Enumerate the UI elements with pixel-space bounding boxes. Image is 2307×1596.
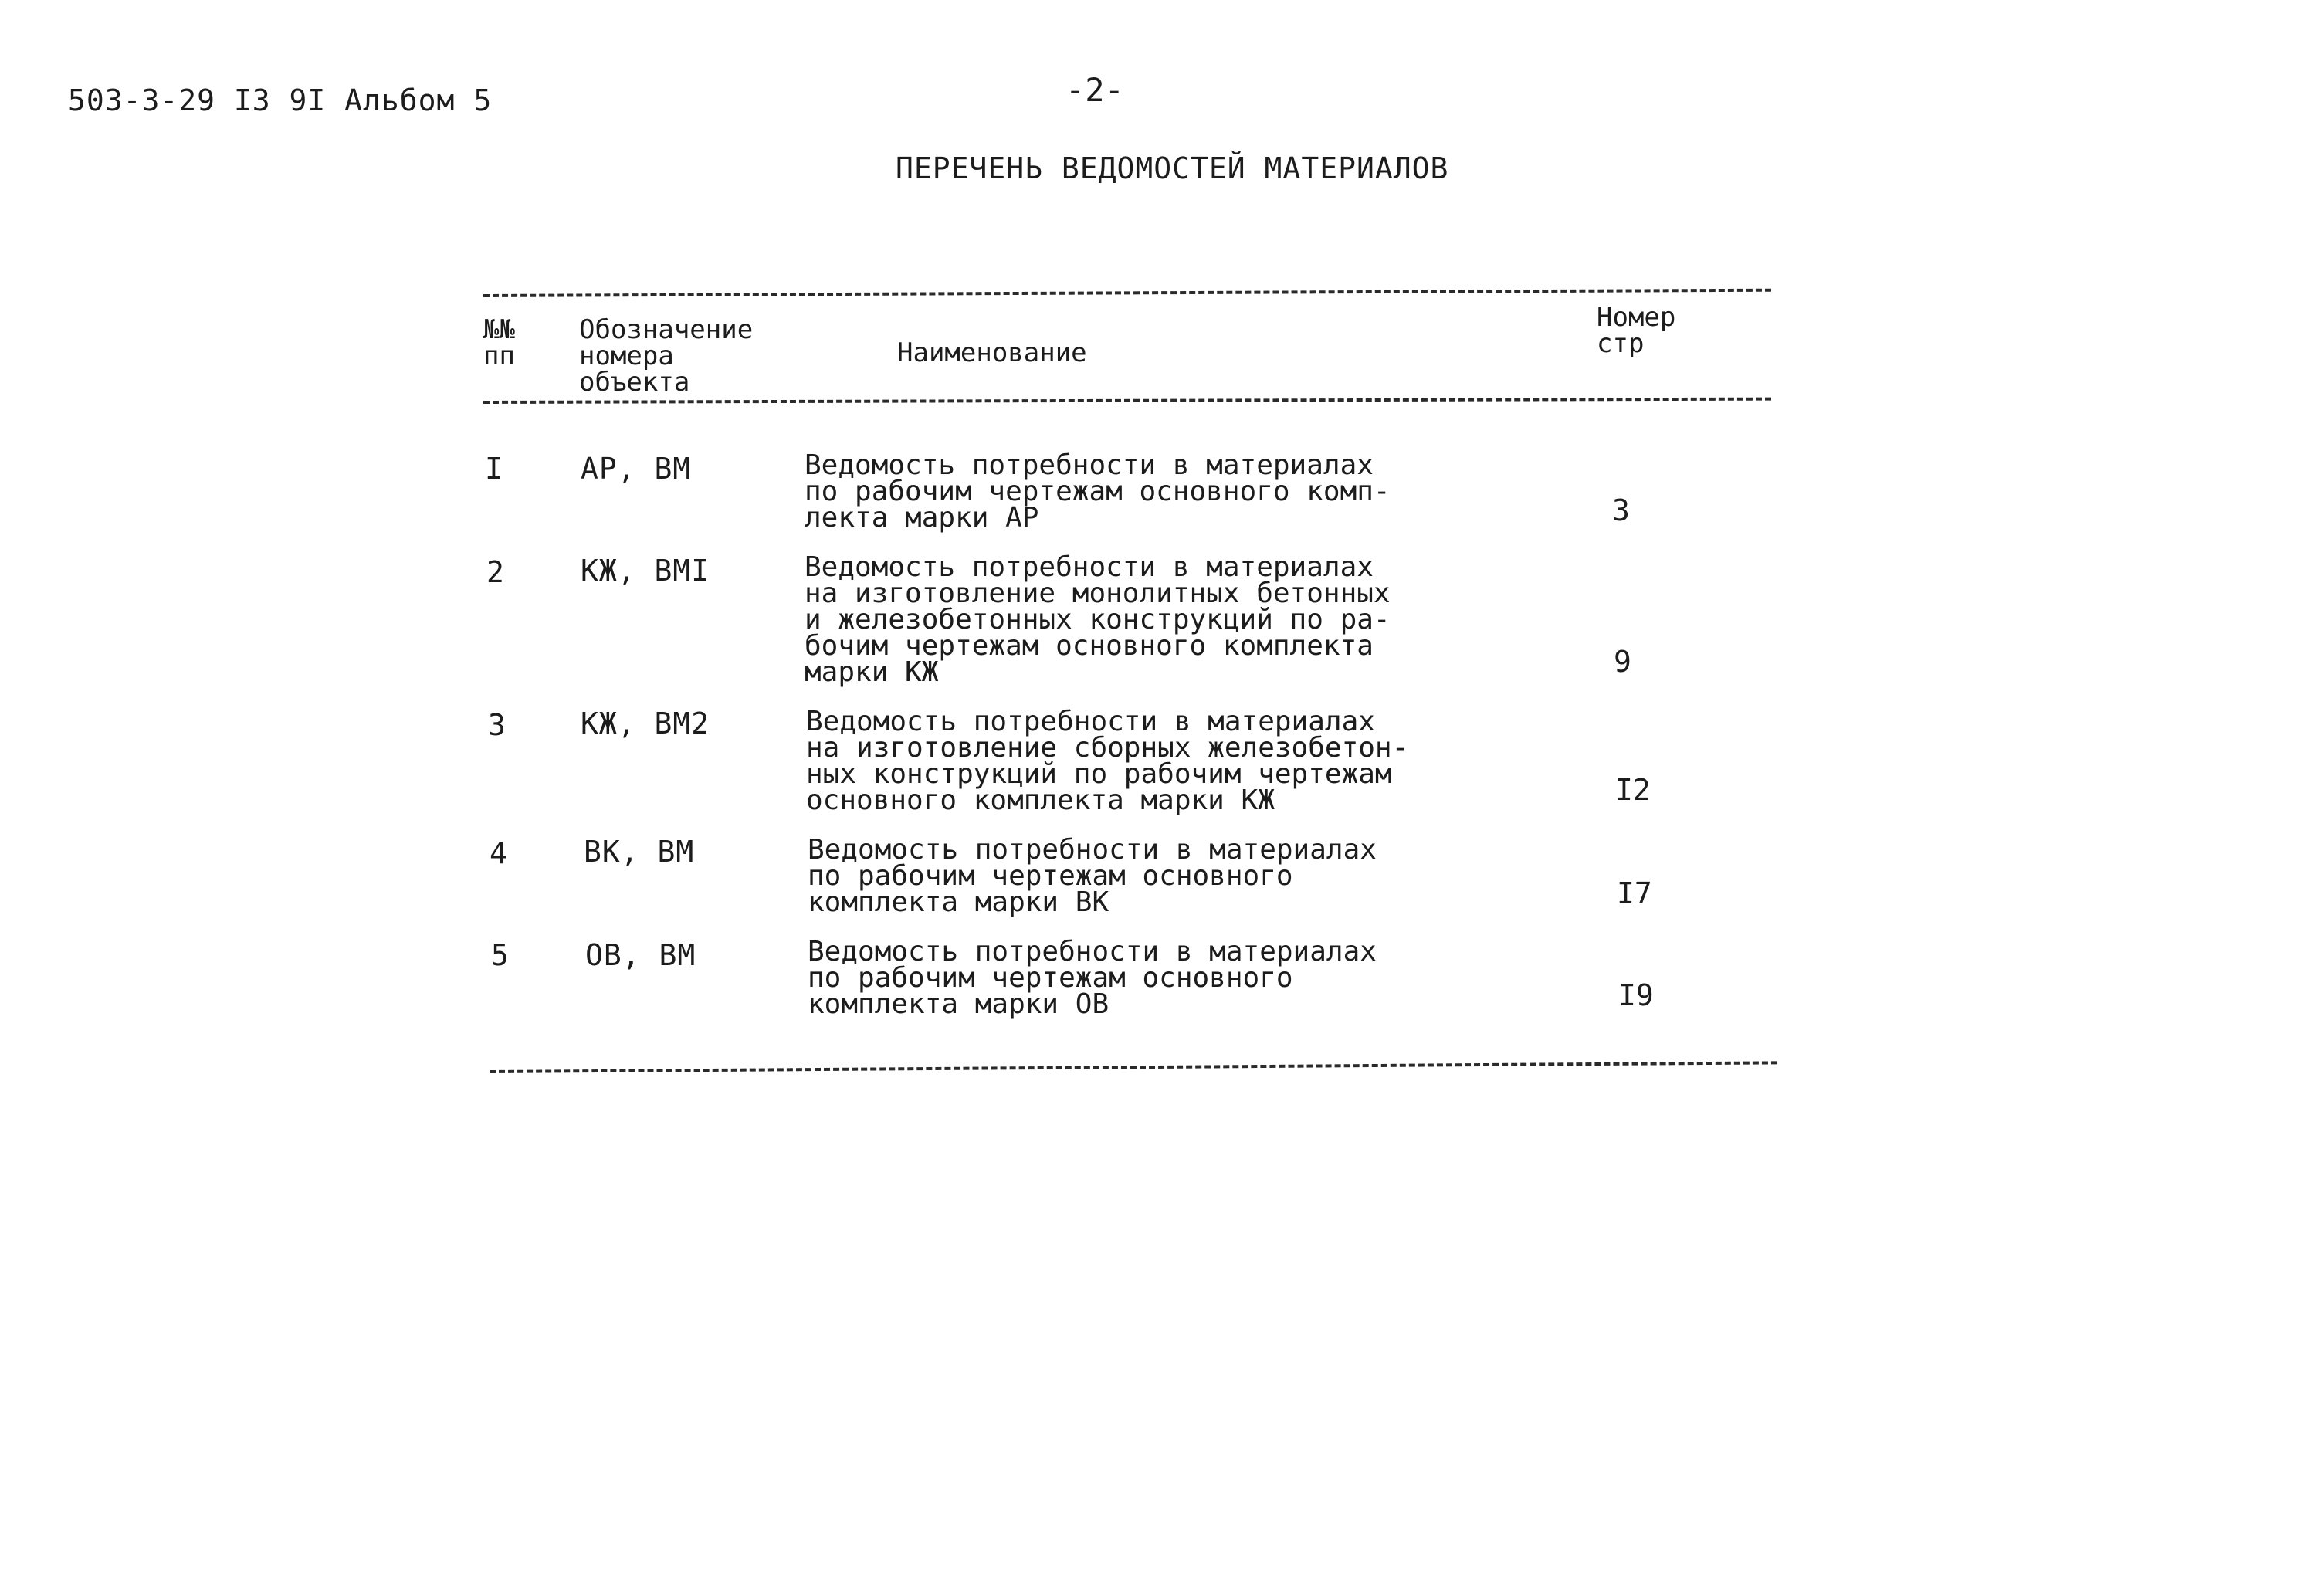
document-title: ПЕРЕЧЕНЬ ВЕДОМОСТЕЙ МАТЕРИАЛОВ (896, 151, 1449, 185)
column-header-page-number: Номер стр (1597, 302, 1676, 359)
table-header-rule (483, 398, 1771, 404)
row-name: Ведомость потребности в материалах по рабочим чертежам основного комплекта марки ОВ (808, 936, 1377, 1020)
row-object-code: АР, ВМ (581, 452, 692, 486)
row-page-number: I9 (1618, 978, 1654, 1012)
row-number: 5 (491, 938, 509, 972)
row-page-number: I7 (1617, 876, 1652, 910)
row-name: Ведомость потребности в материалах на изготовление сборных железобетон- ных конструкций по рабочим чертежам основного комплекта марки КЖ (806, 706, 1409, 816)
row-object-code: КЖ, ВМ2 (581, 707, 710, 740)
row-object-code: ОВ, ВМ (585, 938, 696, 972)
page-number: -2- (1065, 71, 1124, 109)
row-object-code: ВК, ВМ (584, 835, 695, 869)
row-name: Ведомость потребности в материалах по рабочим чертежам основного комп- лекта марки АР (805, 449, 1391, 534)
table-bottom-rule (490, 1061, 1777, 1073)
row-object-code: КЖ, ВМI (581, 554, 710, 588)
row-number: 2 (486, 555, 504, 589)
row-number: I (485, 452, 503, 486)
row-name: Ведомость потребности в материалах на изготовление монолитных бетонных и железобетонных конструкций по ра- бочим чертежам основного комплекта марки КЖ (805, 551, 1391, 688)
document-code: 503-3-29 I3 9I Альбом 5 (68, 83, 493, 117)
column-header-object-code: Обозначение номера объекта (579, 314, 754, 398)
row-number: 3 (488, 708, 506, 742)
row-page-number: I2 (1615, 773, 1651, 807)
row-page-number: 9 (1614, 645, 1631, 679)
row-name: Ведомость потребности в материалах по рабочим чертежам основного комплекта марки ВК (808, 834, 1377, 918)
table-top-rule (483, 289, 1771, 297)
column-header-name: Наименование (897, 337, 1087, 368)
column-header-number: №№ пп (483, 314, 515, 371)
row-page-number: 3 (1612, 493, 1630, 527)
row-number: 4 (490, 836, 507, 870)
